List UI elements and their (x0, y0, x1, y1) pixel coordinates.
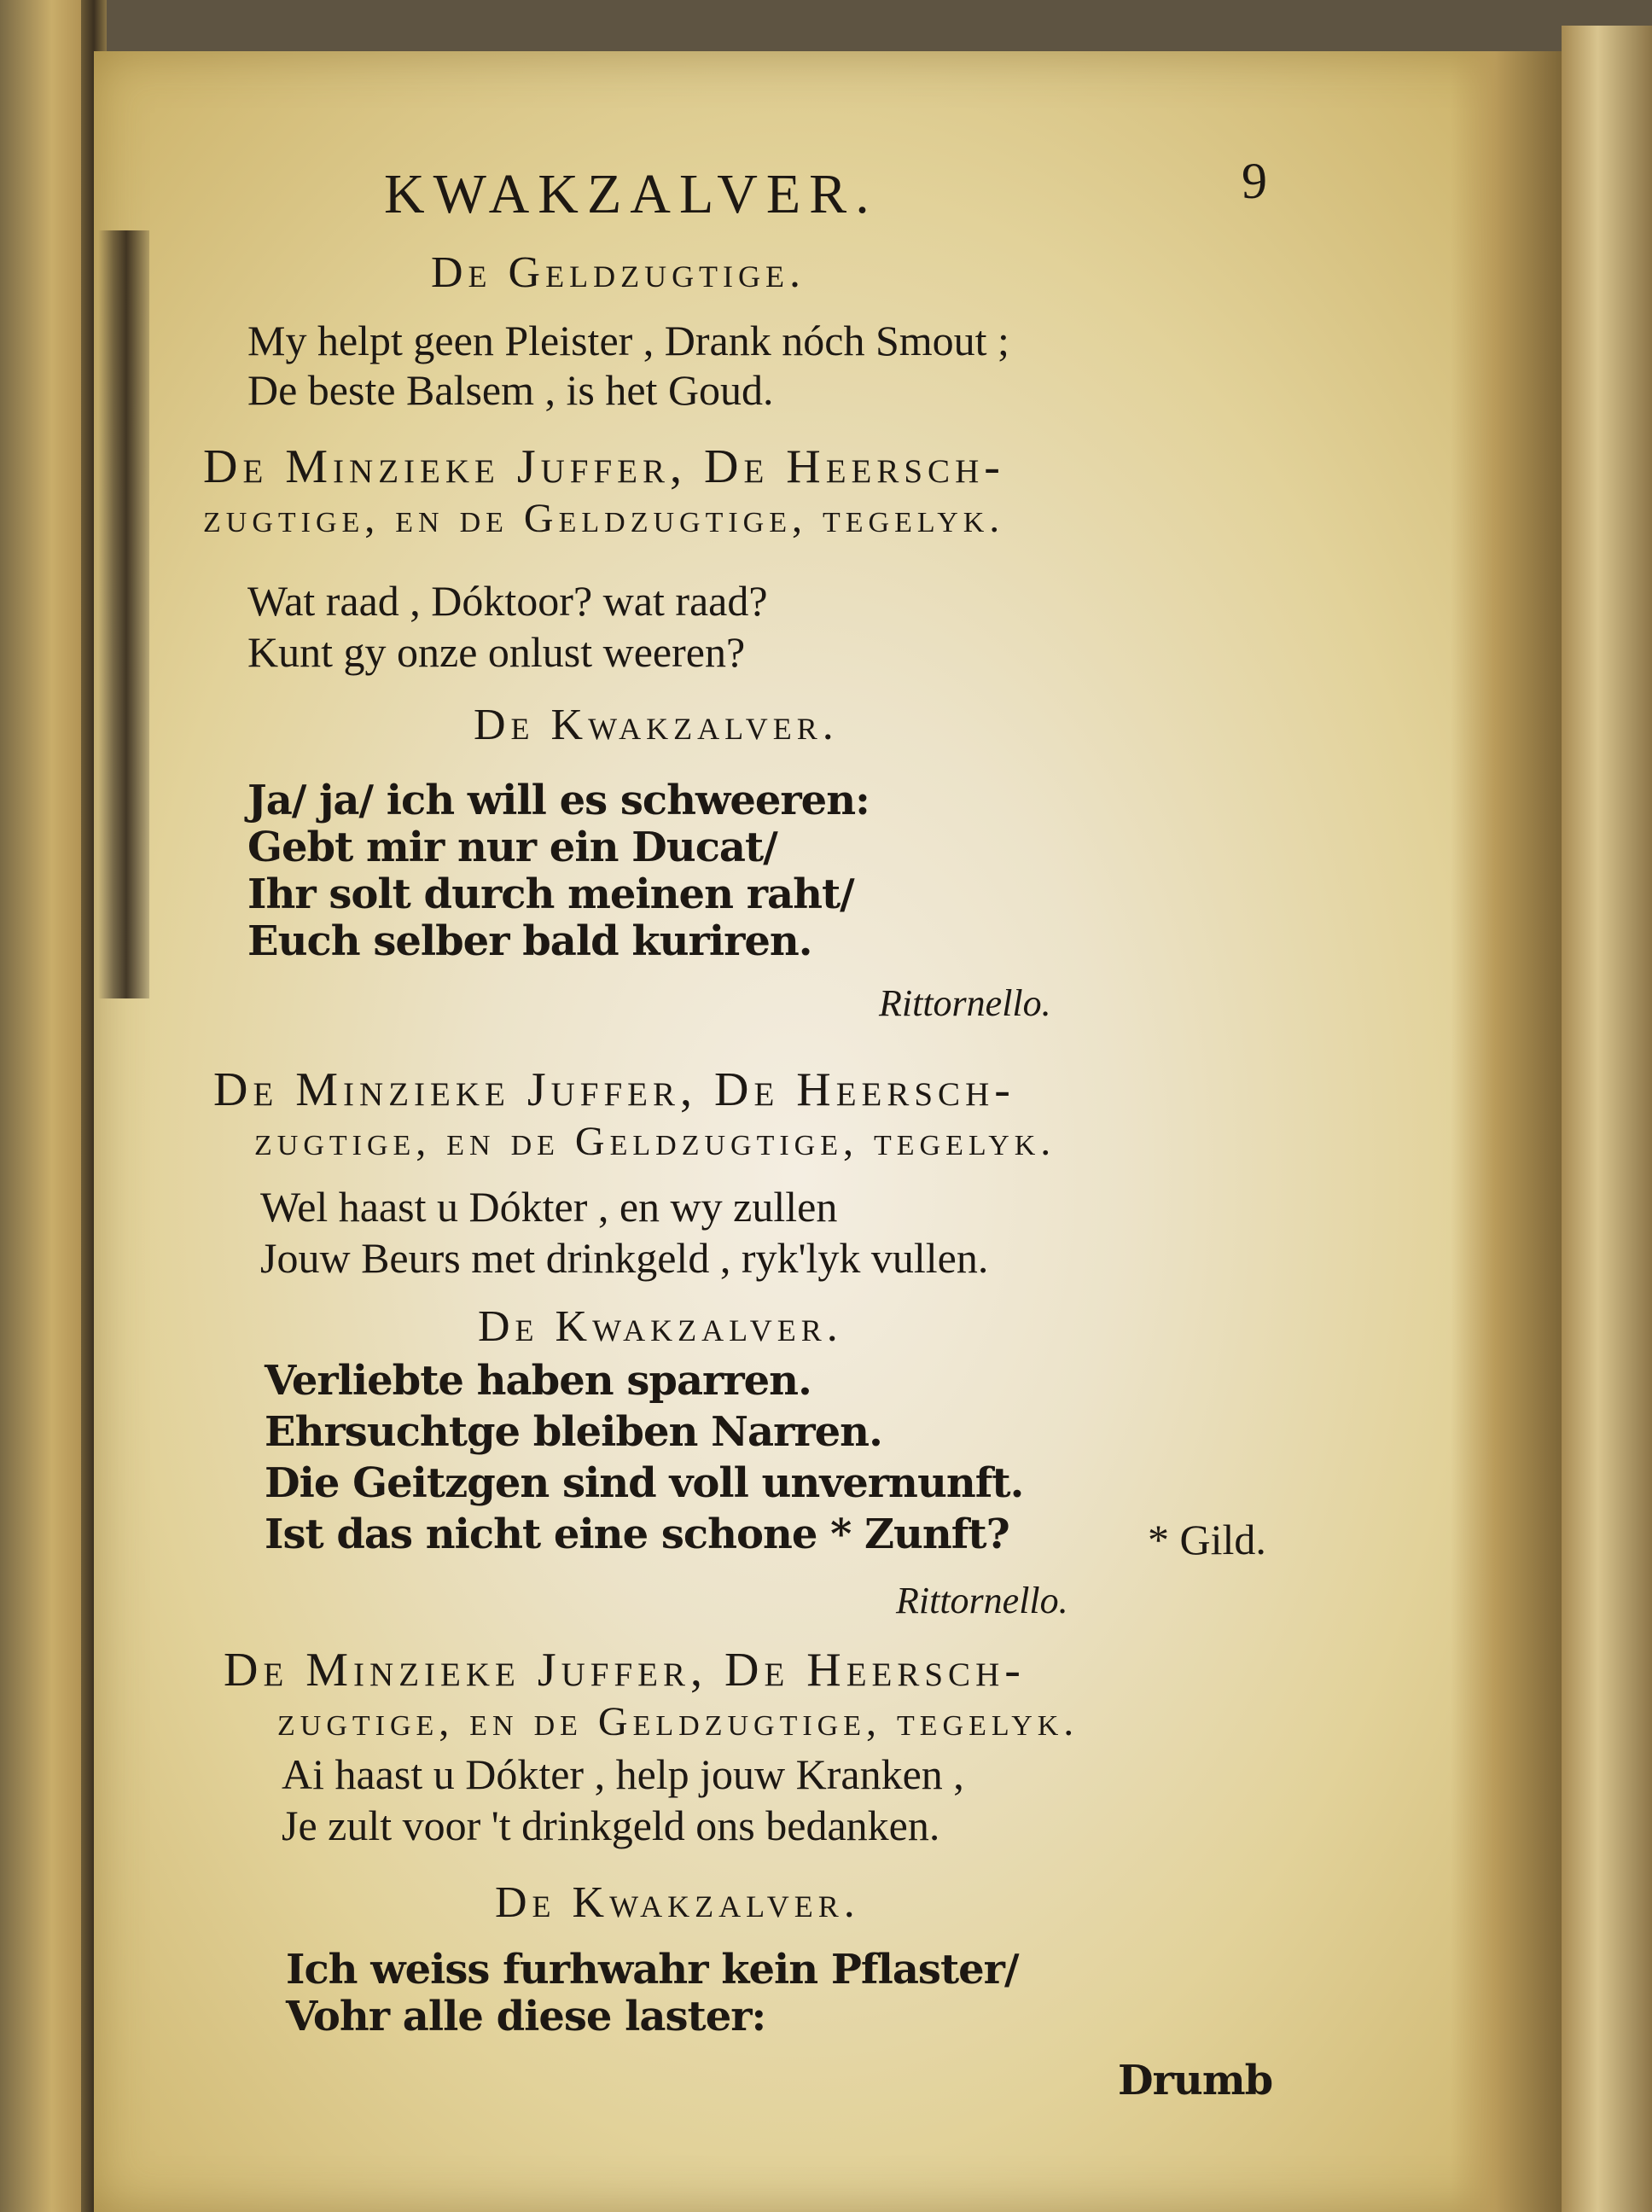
speaker-kwakzalver: De Kwakzalver. (478, 1302, 843, 1351)
verse-line: Jouw Beurs met drinkgeld , ryk'lyk vullen. (260, 1234, 989, 1282)
fraktur-line: Verliebte haben sparren. (265, 1357, 811, 1405)
fraktur-line: Gebt mir nur ein Ducat/ (247, 824, 777, 871)
fraktur-line: Ist das nicht eine schone * Zunft? (265, 1511, 1009, 1558)
fraktur-line: Die Geitzgen sind voll unvernunft. (265, 1459, 1024, 1507)
fraktur-line: Euch selber bald kuriren. (247, 917, 812, 965)
fraktur-line: Ihr solt durch meinen raht/ (247, 870, 854, 918)
speaker-group-cont: zugtige, en de Geldzugtige, tegelyk. (277, 1699, 1079, 1744)
speaker-kwakzalver: De Kwakzalver. (495, 1878, 860, 1927)
verse-line: Je zult voor 't drinkgeld ons bedanken. (282, 1802, 940, 1849)
verse-line: Wat raad , Dóktoor? wat raad? (247, 577, 768, 625)
speaker-geldzugtige: De Geldzugtige. (431, 248, 806, 297)
facing-page-edge (0, 0, 94, 2212)
speaker-group-cont: zugtige, en de Geldzugtige, tegelyk. (203, 496, 1005, 541)
ritornello-marker: Rittornello. (879, 982, 1051, 1024)
fraktur-line: Ehrsuchtge bleiben Narren. (265, 1408, 882, 1456)
binding-stain (98, 230, 149, 998)
page-number: 9 (1242, 153, 1267, 209)
page-shadow (1451, 51, 1562, 2212)
verse-line: De beste Balsem , is het Goud. (247, 366, 774, 414)
verse-line: My helpt geen Pleister , Drank nóch Smout ; (247, 317, 1009, 364)
running-head: KWAKZALVER. (384, 163, 878, 225)
verse-line: Ai haast u Dókter , help jouw Kranken , (282, 1750, 964, 1798)
verse-line: Kunt gy onze onlust weeren? (247, 628, 746, 676)
fraktur-line: Vohr alle diese laster: (286, 1993, 766, 2040)
speaker-group: De Minzieke Juffer, De Heersch- (203, 440, 1005, 493)
ritornello-marker: Rittornello. (896, 1580, 1068, 1621)
footnote: * Gild. (1148, 1516, 1266, 1563)
speaker-group: De Minzieke Juffer, De Heersch- (224, 1644, 1026, 1697)
verse-line: Wel haast u Dókter , en wy zullen (260, 1183, 838, 1231)
book-fore-edge (1562, 26, 1652, 2212)
fraktur-line: Ja/ ja/ ich will es schweeren: (247, 777, 870, 824)
speaker-group-cont: zugtige, en de Geldzugtige, tegelyk. (254, 1119, 1056, 1164)
speaker-group: De Minzieke Juffer, De Heersch- (213, 1063, 1015, 1116)
speaker-kwakzalver: De Kwakzalver. (474, 701, 839, 749)
fraktur-line: Ich weiss furhwahr kein Pflaster/ (286, 1946, 1019, 1994)
catchword: Drumb (1118, 2057, 1273, 2104)
